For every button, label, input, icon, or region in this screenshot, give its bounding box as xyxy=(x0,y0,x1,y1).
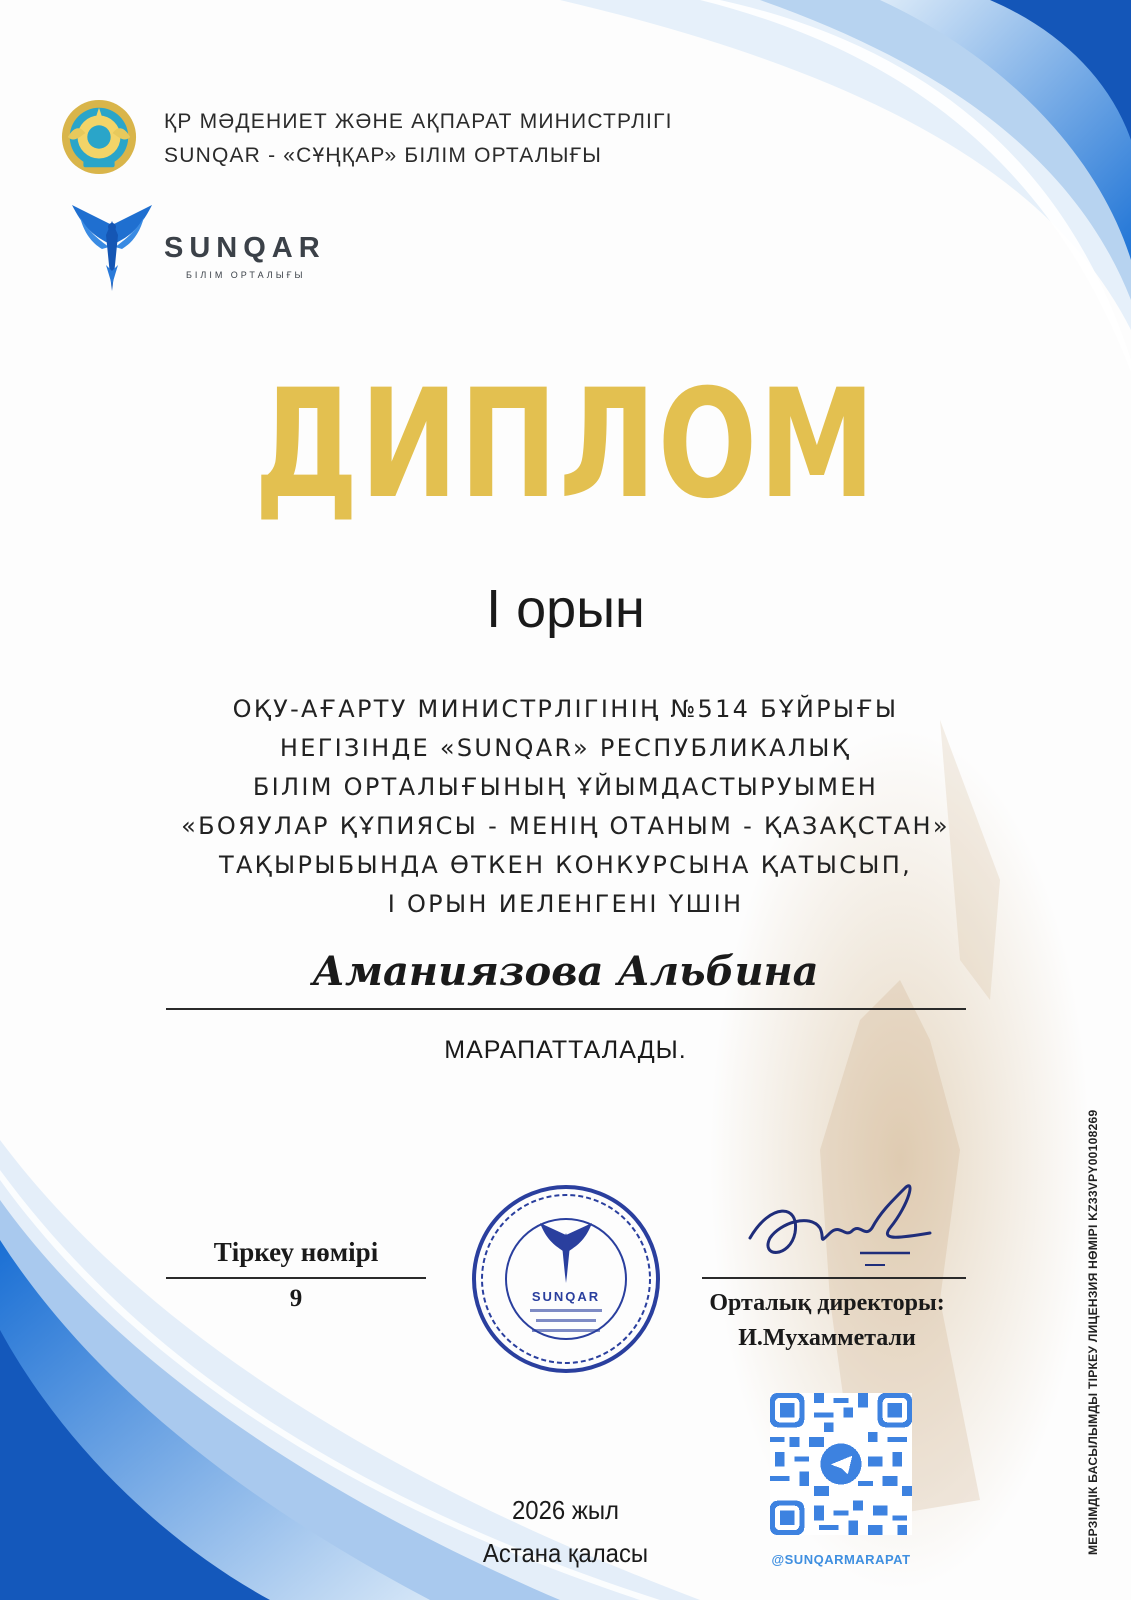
award-description xyxy=(90,690,1041,924)
director-signature-line xyxy=(702,1277,966,1279)
issue-city: Астана қаласы xyxy=(482,1538,649,1568)
description-line: I ОРЫН ИЕЛЕНГЕНІ ҮШІН xyxy=(387,890,744,918)
qr-code-icon xyxy=(770,1393,912,1535)
recipient-name: Аманиязова Альбина xyxy=(312,948,819,995)
registration-label: Тіркеу нөмірі xyxy=(213,1237,379,1267)
organization-seal-icon xyxy=(470,1183,662,1375)
sunqar-logo-subtitle: БІЛІМ ОРТАЛЫҒЫ xyxy=(186,270,306,280)
description-line: БІЛІМ ОРТАЛЫҒЫНЫҢ ҰЙЫМДАСТЫРУЫМЕН xyxy=(252,773,879,801)
recipient-underline xyxy=(166,1008,966,1010)
description-line: «БОЯУЛАР ҚҰПИЯСЫ - МЕНІҢ ОТАНЫМ - ҚАЗАҚСТАН» xyxy=(181,812,950,840)
description-line: ТАҚЫРЫБЫНДА ӨТКЕН КОНКУРСЫНА ҚАТЫСЫП, xyxy=(219,851,912,879)
state-emblem-icon xyxy=(60,98,138,176)
director-title: Орталық директоры: xyxy=(709,1290,945,1316)
registration-divider xyxy=(166,1277,426,1279)
place-heading: I орын xyxy=(486,579,645,639)
social-handle: @SUNQARMARAPAT xyxy=(771,1552,911,1567)
registration-number: 9 xyxy=(289,1285,303,1312)
license-text: МЕРЗІМДІК БАСЫЛЫМДЫ ТІРКЕУ ЛИЦЕНЗИЯ НӨМІРІ KZ33VPY00108269 xyxy=(1086,1109,1100,1555)
svg-text:SUNQAR: SUNQAR xyxy=(531,1289,601,1304)
sunqar-logo-text: SUNQAR xyxy=(164,232,326,264)
director-name: И.Мухамметали xyxy=(738,1325,916,1351)
diploma-title: ДИПЛОМ xyxy=(254,358,877,532)
description-line: НЕГІЗІНДЕ «SUNQAR» РЕСПУБЛИКАЛЫҚ xyxy=(279,734,852,762)
issue-year: 2026 жыл xyxy=(511,1495,620,1525)
license-number-vertical xyxy=(1082,1080,1102,1560)
awarded-text: МАРАПАТТАЛАДЫ. xyxy=(444,1036,687,1064)
director-signature-icon xyxy=(740,1183,940,1283)
sunqar-eagle-logo-icon xyxy=(62,205,162,291)
ministry-name: ҚР МӘДЕНИЕТ ЖӘНЕ АҚПАРАТ МИНИСТРЛІГІ xyxy=(164,110,673,133)
description-line: ОҚУ-АҒАРТУ МИНИСТРЛІГІНІҢ №514 БҰЙРЫҒЫ xyxy=(232,695,899,723)
center-name: SUNQAR - «СҰҢҚАР» БІЛІМ ОРТАЛЫҒЫ xyxy=(164,144,603,167)
